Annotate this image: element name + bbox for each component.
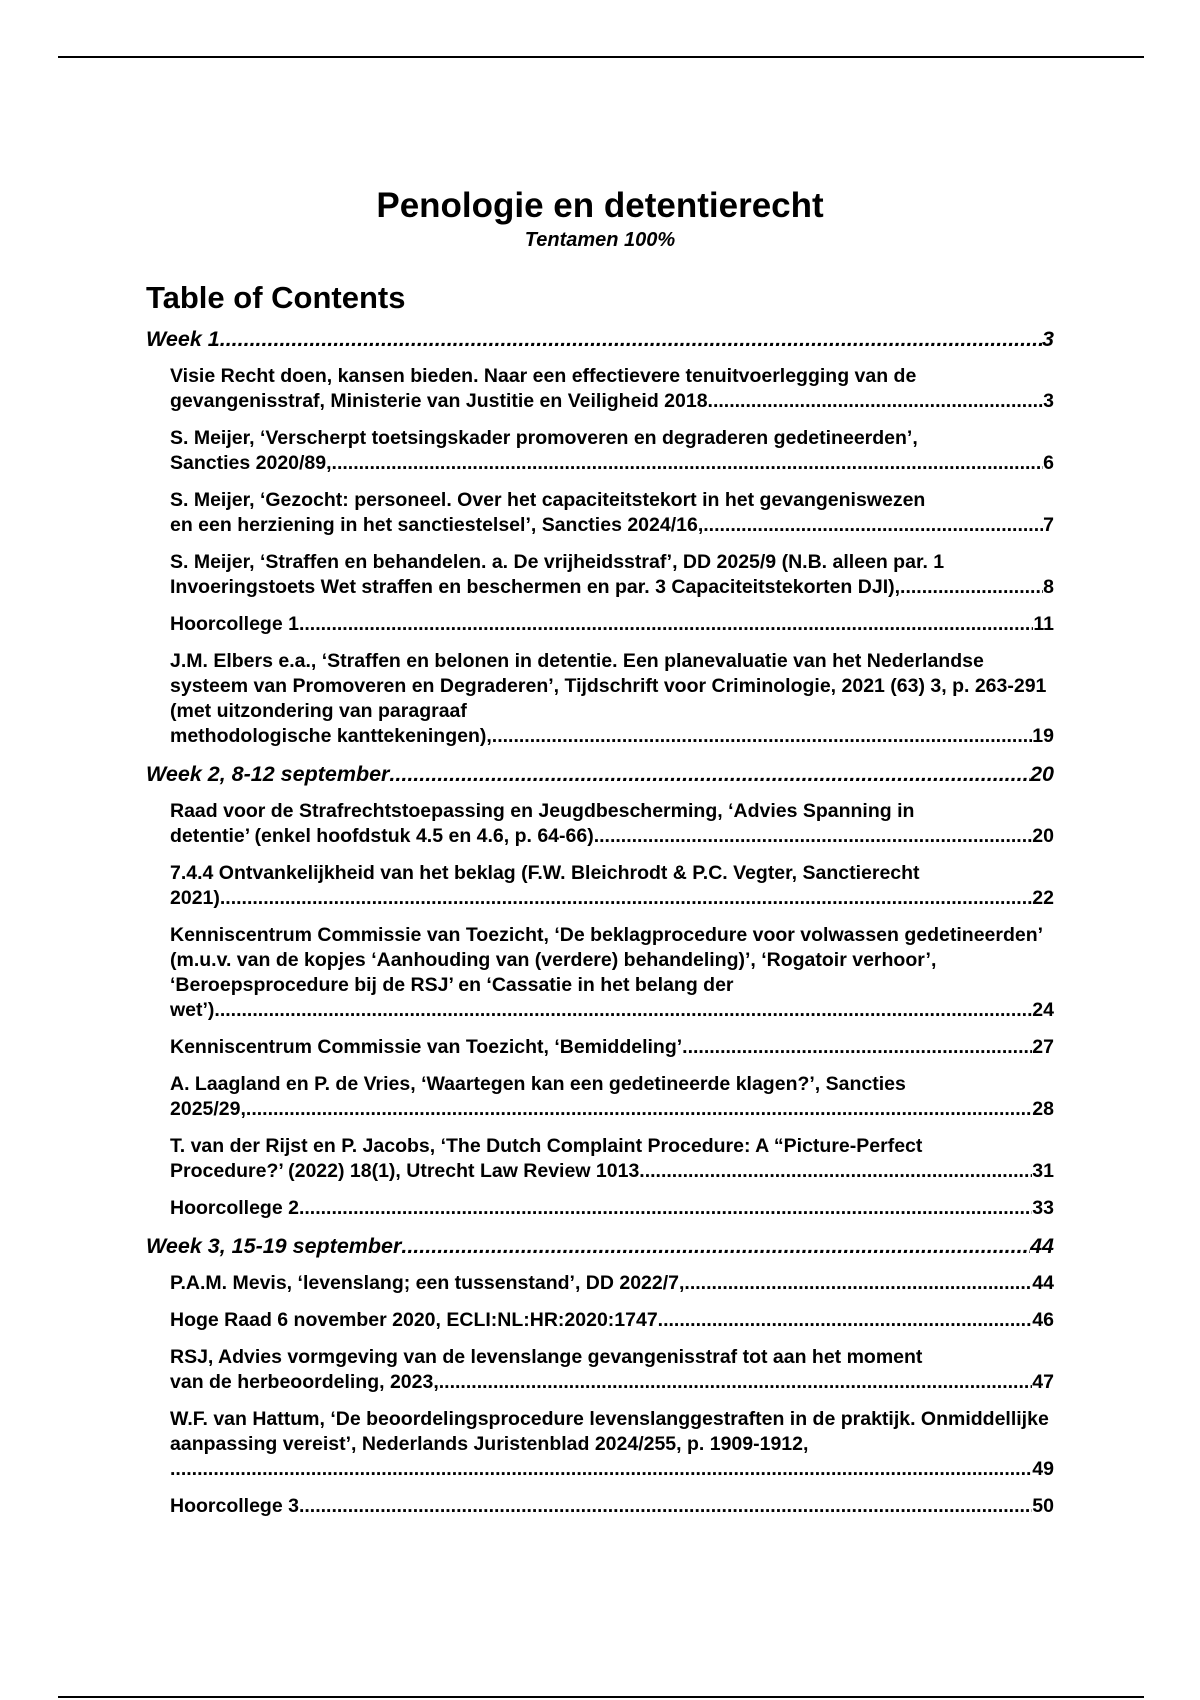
toc-leader-dots <box>214 998 1032 1023</box>
toc-entry-text: RSJ, Advies vormgeving van de levenslange gevangenisstraf tot aan het moment <box>170 1346 923 1368</box>
toc-entry-text: S. Meijer, ‘Gezocht: personeel. Over het capaciteitstekort in het gevangeniswezen <box>170 489 926 511</box>
toc-page-number: 3 <box>1043 390 1054 412</box>
toc-page-number: 24 <box>1032 999 1054 1021</box>
toc-leader-dots <box>389 761 1030 787</box>
toc-entry-last-line: P.A.M. Mevis, ‘levenslang; een tussenstand’, DD 2022/7, <box>170 1272 685 1294</box>
toc-week-label: Week 3, 15-19 september <box>146 1234 402 1258</box>
toc-leader-dots <box>703 513 1043 538</box>
toc-entry-hoorcollege-2[interactable] <box>170 1196 1054 1221</box>
toc-page-number: 19 <box>1032 725 1054 747</box>
toc-entry-last-line: Hoorcollege 3 <box>170 1495 299 1517</box>
toc-entry-last-line: Kenniscentrum Commissie van Toezicht, ‘Bemiddeling’ <box>170 1036 683 1058</box>
toc-entry-last-line: Hoorcollege 1 <box>170 613 299 635</box>
toc-entry-last-line: 2021) <box>170 887 220 909</box>
toc-entry[interactable] <box>170 1345 1054 1395</box>
toc-leader-dots <box>708 389 1044 414</box>
toc-entry-last-line: Hoge Raad 6 november 2020, ECLI:NL:HR:2020:1747 <box>170 1309 658 1331</box>
toc-leader-dots <box>900 575 1043 600</box>
document-title: Penologie en detentierecht <box>376 186 824 225</box>
toc-page-number: 44 <box>1032 1272 1054 1294</box>
toc-leader-dots <box>299 1494 1032 1519</box>
toc-leader-dots <box>684 1271 1032 1296</box>
toc-page-number: 3 <box>1042 327 1054 351</box>
toc-entry-last-line: van de herbeoordeling, 2023, <box>170 1371 439 1393</box>
toc-page-number: 47 <box>1032 1371 1054 1393</box>
toc-entry[interactable] <box>170 861 1054 911</box>
toc-entry-last-line: gevangenisstraf, Ministerie van Justitie en Veiligheid 2018 <box>170 390 708 412</box>
toc-page-number: 11 <box>1033 613 1054 635</box>
toc-page-number: 46 <box>1032 1309 1054 1331</box>
toc-entry-last-line: wet’) <box>170 999 215 1021</box>
toc-entry[interactable] <box>170 1072 1054 1122</box>
toc-entry-text: S. Meijer, ‘Verscherpt toetsingskader promoveren en degraderen gedetineerden’, <box>170 427 918 449</box>
toc-leader-dots <box>492 724 1033 749</box>
toc-page-number: 28 <box>1032 1098 1054 1120</box>
toc-entry[interactable] <box>170 1134 1054 1184</box>
toc-page-number: 8 <box>1043 576 1054 598</box>
toc-leader-dots <box>401 1233 1030 1259</box>
footer-rule <box>58 1696 1144 1698</box>
toc-leader-dots <box>299 1196 1032 1221</box>
toc-entry-hoorcollege-3[interactable] <box>170 1494 1054 1519</box>
document-subtitle: Tentamen 100% <box>524 229 676 251</box>
toc-entry[interactable] <box>170 550 1054 600</box>
toc-entry-text: T. van der Rijst en P. Jacobs, ‘The Dutch Complaint Procedure: A “Picture-Perfect <box>170 1135 923 1157</box>
toc-entry-text: J.M. Elbers e.a., ‘Straffen en belonen in detentie. Een planevaluatie van het Nederlandse systeem van Promoveren en Degraderen’, Tijdschrift voor Criminologie, 2021 (63) 3, p. 263-291 (met uitzondering van paragraaf <box>170 650 1047 722</box>
toc-entry[interactable] <box>170 799 1054 849</box>
toc-week-2[interactable] <box>146 761 1054 787</box>
toc-week-label: Week 2, 8-12 september <box>146 762 390 786</box>
toc-entry-last-line: Sancties 2020/89, <box>170 452 332 474</box>
toc-page-number: 20 <box>1032 825 1054 847</box>
toc-leader-dots <box>220 886 1032 911</box>
header-rule <box>58 56 1144 58</box>
toc-page-number: 20 <box>1030 762 1054 786</box>
toc-leader-dots <box>658 1308 1033 1333</box>
toc-leader-dots <box>246 1097 1032 1122</box>
toc-entry[interactable] <box>170 364 1054 414</box>
toc-entry-last-line: detentie’ (enkel hoofdstuk 4.5 en 4.6, p. 64-66) <box>170 825 594 847</box>
toc-entry-last-line: Invoeringstoets Wet straffen en beschermen en par. 3 Capaciteitstekorten DJI), <box>170 576 901 598</box>
toc-entry-text: 7.4.4 Ontvankelijkheid van het beklag (F.W. Bleichrodt & P.C. Vegter, Sanctierecht <box>170 862 920 884</box>
toc-entry-text: S. Meijer, ‘Straffen en behandelen. a. De vrijheidsstraf’, DD 2025/9 (N.B. alleen par. 1 <box>170 551 945 573</box>
toc-entry-last-line: methodologische kanttekeningen), <box>170 725 492 747</box>
toc-entry-text: W.F. van Hattum, ‘De beoordelingsprocedure levenslanggestraften in de praktijk. Onmiddellijke aanpassing vereist’, Nederlands Juristenblad 2024/255, p. 1909-1912, <box>170 1408 1049 1455</box>
toc-entry[interactable] <box>170 426 1054 476</box>
toc-week-label: Week 1 <box>146 327 220 351</box>
toc-week-3[interactable] <box>146 1233 1054 1259</box>
toc-page-number: 31 <box>1032 1160 1054 1182</box>
toc-entry-text: A. Laagland en P. de Vries, ‘Waartegen kan een gedetineerde klagen?’, Sancties <box>170 1073 906 1095</box>
toc-page-number: 7 <box>1043 514 1054 536</box>
toc-entry-hoorcollege-1[interactable] <box>170 612 1054 637</box>
toc-entry[interactable] <box>170 649 1054 749</box>
toc-entry[interactable] <box>170 1407 1054 1482</box>
toc-page-number: 50 <box>1032 1495 1054 1517</box>
toc-leader-dots <box>594 824 1033 849</box>
toc-entry-text: Visie Recht doen, kansen bieden. Naar een effectievere tenuitvoerlegging van de <box>170 365 917 387</box>
toc-entry-text: Kenniscentrum Commissie van Toezicht, ‘De beklagprocedure voor volwassen gedetineerden’ (m.u.v. van de kopjes ‘Aanhouding van (verdere) behandeling)’, ‘Rogatoir verhoor’, ‘Beroepsprocedure bij de RSJ’ en ‘Cassatie in het belang der <box>170 924 1042 996</box>
toc-entry-last-line: 2025/29, <box>170 1098 246 1120</box>
table-of-contents <box>146 326 1054 1531</box>
toc-page-number: 6 <box>1043 452 1054 474</box>
toc-page-number: 22 <box>1032 887 1054 909</box>
toc-entry-last-line: en een herziening in het sanctiestelsel’, Sancties 2024/16, <box>170 514 704 536</box>
toc-entry-last-line: Hoorcollege 2 <box>170 1197 299 1219</box>
toc-page-number: 27 <box>1032 1036 1054 1058</box>
toc-entry[interactable] <box>170 1271 1054 1296</box>
toc-heading: Table of Contents <box>146 280 406 315</box>
toc-leader-dots <box>682 1035 1032 1060</box>
toc-week-1[interactable] <box>146 326 1054 352</box>
toc-page-number: 33 <box>1032 1197 1054 1219</box>
toc-leader-dots <box>639 1159 1032 1184</box>
toc-entry[interactable] <box>170 1308 1054 1333</box>
toc-entry[interactable] <box>170 488 1054 538</box>
toc-leader-dots <box>170 1457 1032 1482</box>
toc-entry-last-line: Procedure?’ (2022) 18(1), Utrecht Law Review 1013 <box>170 1160 640 1182</box>
toc-leader-dots <box>332 451 1044 476</box>
toc-entry[interactable] <box>170 1035 1054 1060</box>
toc-page-number: 49 <box>1032 1458 1054 1480</box>
toc-leader-dots <box>299 612 1033 637</box>
toc-entry-text: Raad voor de Strafrechtstoepassing en Jeugdbescherming, ‘Advies Spanning in <box>170 800 915 822</box>
toc-page-number: 44 <box>1030 1234 1054 1258</box>
toc-leader-dots <box>220 326 1042 352</box>
toc-entry[interactable] <box>170 923 1054 1023</box>
toc-leader-dots <box>439 1370 1033 1395</box>
